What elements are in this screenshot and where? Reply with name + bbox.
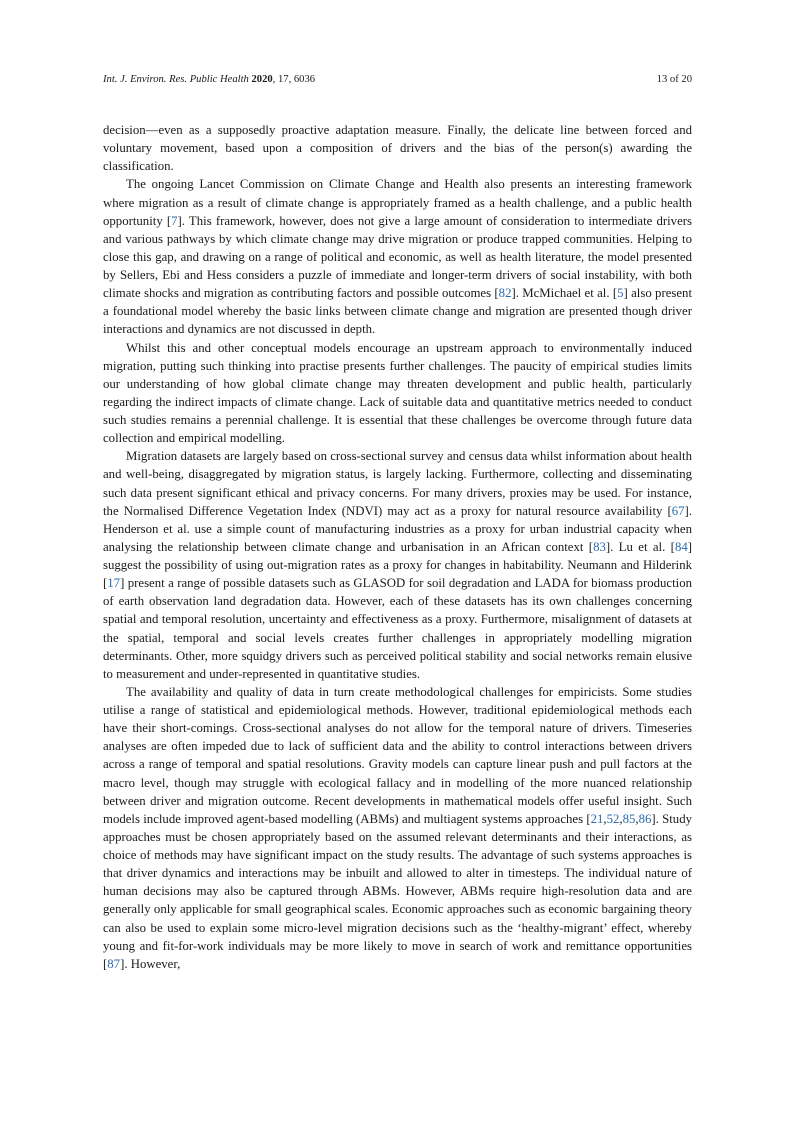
paragraph bbox=[103, 683, 692, 973]
text-run: ]. McMichael et al. [ bbox=[511, 286, 618, 301]
text-run: ]. However, bbox=[120, 956, 181, 971]
citation-link[interactable]: 83 bbox=[593, 539, 606, 554]
citation-link[interactable]: 84 bbox=[674, 539, 688, 554]
text-run: ]. This framework, however, does not give a large amount of consideration to intermediate drivers and various pathways by which climate change may drive migration or produce trapped communities. Helping to close this gap, and drawing on a range of political and economic, as well as health literature, the model presented by Sellers, Ebi and Hess considers a puzzle of immediate and longer-term drivers of social instability, with both climate shocks and migration as contributing factors and possible outcomes [ bbox=[103, 213, 693, 301]
text-run: ] suggest the possibility of using out-migration rates as a proxy for changes in habitability. Neumann and Hilderink [ bbox=[103, 539, 692, 591]
citation-link[interactable]: 67 bbox=[671, 503, 685, 518]
text-run: ]. Henderson et al. use a simple count of manufacturing industries as a proxy for urban industrial capacity when analysing the relationship between climate change and urbanisation in an African context [ bbox=[103, 503, 692, 554]
text-run: ]. Lu et al. [ bbox=[605, 539, 675, 554]
journal-title: Int. J. Environ. Res. Public Health 2020, 17, 6036 bbox=[103, 74, 316, 85]
text-run: decision—even as a supposedly proactive adaptation measure. Finally, the delicate line between forced and voluntary movement, based upon a composition of drivers and the bias of the person(s) awarding the classification. bbox=[103, 123, 692, 174]
text-run: ]. Study approaches must be chosen appropriately based on the assumed relevant determinants and their interactions, as choice of methods may have significant impact on the study results. The advantage of such systems approaches is that driver dynamics and interactions may be inbuilt and allowed to alter in timesteps. The individual nature of human decisions may also be captured through ABMs. However, ABMs require high-resolution data and are generally only applicable for small geographical scales. Economic approaches such as economic bargaining theory can also be used to explain some micro-level migration decisions such as the ‘healthy-migrant’ effect, whereby young and fit-for-work individuals may be more likely to move in search of work and remittance opportunities [ bbox=[103, 811, 692, 971]
running-header bbox=[103, 73, 692, 87]
paragraph bbox=[103, 121, 692, 175]
citation-link[interactable]: 87 bbox=[107, 956, 121, 971]
journal-year: 2020 bbox=[251, 74, 273, 85]
citation-link[interactable]: 21 bbox=[590, 811, 604, 826]
text-run: The ongoing Lancet Commission on Climate Change and Health also presents an interesting framework where migration as a result of climate change is appropriately framed as a health challenge, and a public health opportunity [ bbox=[103, 177, 692, 228]
citation-link[interactable]: 85 bbox=[622, 811, 636, 826]
text-run: The availability and quality of data in turn create methodological challenges for empiricists. Some studies utilise a range of statistical and epidemiological methods. However, traditional epidemiological methods each have their short-comings. Cross-sectional analyses do not allow for the temporal nature of drivers. Timeseries analyses are often impeded due to lack of sufficient data and the ability to control interactions between drivers across a range of temporal and spatial resolutions. Gravity models can capture linear push and pull factors at the macro level, though may struggle with ecological fallacy and in modelling of the more nuanced relationship between driver and migration outcome. Recent developments in mathematical models offer useful insight. Such models include improved agent-based modelling (ABMs) and multiagent systems approaches [ bbox=[103, 684, 692, 826]
citation-link[interactable]: 86 bbox=[638, 811, 652, 826]
text-run: , bbox=[619, 811, 623, 826]
citation-link[interactable]: 17 bbox=[107, 576, 121, 591]
citation-link[interactable]: 5 bbox=[617, 286, 624, 301]
text-run: Whilst this and other conceptual models encourage an upstream approach to environmentally induced migration, putting such thinking into practise presents further challenges. The paucity of empirical studies limits our understanding of how global climate change may threaten development and public health, particularly regarding the indirect impacts of climate change. Lack of suitable data and quantitative metrics needed to conduct such studies remains a perennial challenge. It is essential that these challenges be overcome through future data collection and empirical modelling. bbox=[103, 340, 692, 446]
text-run: ] also present a foundational model whereby the basic links between climate change and migration are presented though driver interactions and dynamics are not discussed in depth. bbox=[103, 286, 692, 337]
citation-link[interactable]: 52 bbox=[606, 811, 620, 826]
page-number: 13 of 20 bbox=[656, 74, 692, 85]
citation-link[interactable]: 82 bbox=[498, 286, 512, 301]
text-run: ] present a range of possible datasets such as GLASOD for soil degradation and LADA for biomass production of earth observation land degradation data. However, each of these datasets has its own challenges concerning spatial and temporal resolution, uncertainty and effectiveness as a proxy. Furthermore, misalignment of datasets at the spatial, temporal and social levels creates further challenges in appropriately modelling migration determinants. Other, more squidgy drivers such as perceived political stability and social networks remain elusive to measurement and under-represented in quantitative studies. bbox=[103, 576, 692, 681]
journal-volume-issue: , 17, 6036 bbox=[272, 74, 316, 85]
citation-link[interactable]: 7 bbox=[171, 213, 178, 228]
paragraph bbox=[103, 447, 692, 683]
text-run: , bbox=[603, 811, 607, 826]
text-run: Migration datasets are largely based on cross-sectional survey and census data whilst information about health and well-being, disaggregated by migration status, is largely lacking. Furthermore, collecting and disseminating such data present significant ethical and privacy concerns. For many drivers, proxies may be used. For instance, the Normalised Difference Vegetation Index (NDVI) may act as a proxy for natural resource availability [ bbox=[103, 449, 692, 518]
body-text bbox=[103, 121, 692, 973]
paragraph bbox=[103, 339, 692, 448]
text-run: , bbox=[635, 811, 639, 826]
paragraph bbox=[103, 175, 692, 338]
